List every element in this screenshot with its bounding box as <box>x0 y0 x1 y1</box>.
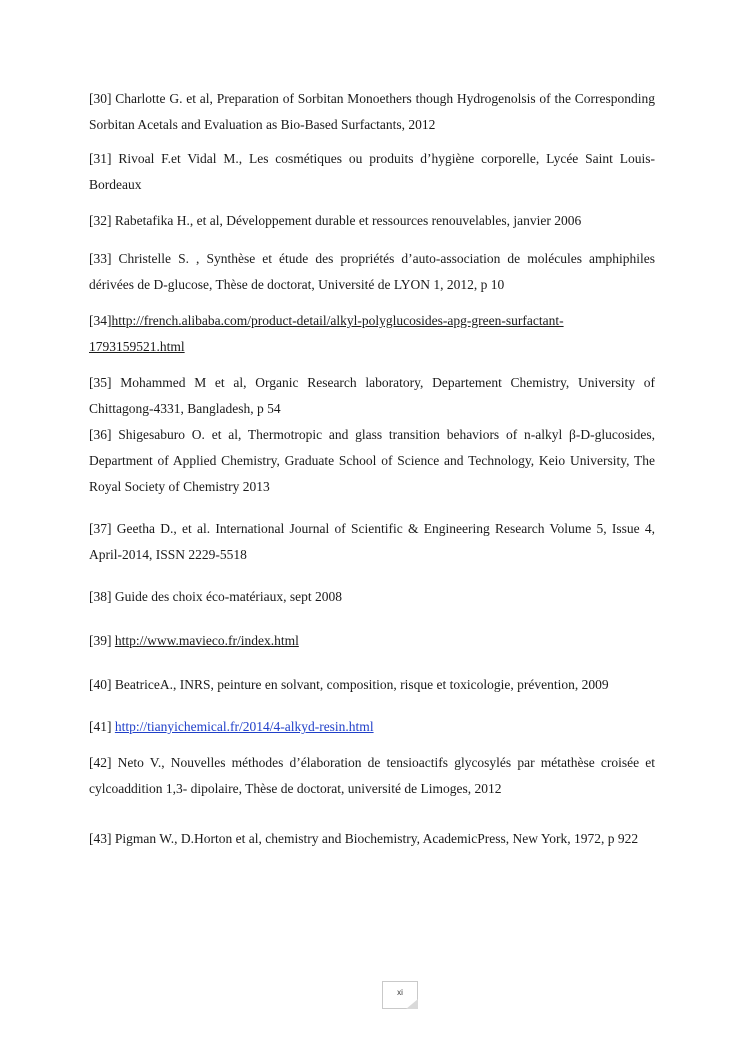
reference-41-prefix: [41] <box>89 719 115 734</box>
reference-34-prefix: [34] <box>89 313 112 328</box>
page-number: xi <box>397 988 403 997</box>
reference-41-link[interactable]: http://tianyichemical.fr/2014/4-alkyd-resin.html <box>114 719 374 734</box>
reference-43: [43] Pigman W., D.Horton et al, chemistry and Biochemistry, AcademicPress, New York, 1972, p 922 <box>89 831 639 846</box>
page-fold-corner <box>406 999 418 1009</box>
reference-39-prefix: [39] <box>89 633 115 648</box>
reference-42: [42] Neto V., Nouvelles méthodes d’élaboration de tensioactifs glycosylés par métathèse croisée et cylcoaddition 1,3- dipolaire, Thèse de doctorat, université de Limoges, 2012 <box>89 755 655 796</box>
reference-39-link[interactable]: http://www.mavieco.fr/index.html <box>114 633 299 648</box>
reference-33: [33] Christelle S. , Synthèse et étude des propriétés d’auto-association de molécules amphiphiles dérivées de D-glucose, Thèse de doctorat, Université de LYON 1, 2012, p 10 <box>89 251 655 292</box>
page-number-box <box>382 981 418 1009</box>
reference-35: [35] Mohammed M et al, Organic Research laboratory, Departement Chemistry, University of Chittagong-4331, Bangladesh, p 54 <box>89 375 655 416</box>
reference-37: [37] Geetha D., et al. International Journal of Scientific & Engineering Research Volume 5, Issue 4, April-2014, ISSN 2229-5518 <box>89 521 655 562</box>
reference-34 <box>89 308 655 360</box>
reference-32: [32] Rabetafika H., et al, Développement durable et ressources renouvelables, janvier 2006 <box>89 213 582 228</box>
reference-31: [31] Rivoal F.et Vidal M., Les cosmétiques ou produits d’hygiène corporelle, Lycée Saint Louis- Bordeaux <box>89 151 655 192</box>
reference-34-link[interactable]: http://french.alibaba.com/product-detail/alkyl-polyglucosides-apg-green-surfactant-1793159521.html <box>89 313 564 354</box>
reference-30: [30] Charlotte G. et al, Preparation of Sorbitan Monoethers though Hydrogenolsis of the Corresponding Sorbitan Acetals and Evaluation as Bio-Based Surfactants, 2012 <box>89 91 655 132</box>
reference-40: [40] BeatriceA., INRS, peinture en solvant, composition, risque et toxicologie, prévention, 2009 <box>89 677 609 692</box>
reference-36: [36] Shigesaburo O. et al, Thermotropic and glass transition behaviors of n-alkyl β-D-glucosides, Department of Applied Chemistry, Graduate School of Science and Technology, Keio University, The Royal Society of Chemistry 2013 <box>89 427 655 494</box>
reference-41 <box>89 714 655 740</box>
reference-39 <box>89 628 655 654</box>
reference-38: [38] Guide des choix éco-matériaux, sept 2008 <box>89 589 343 604</box>
reference-list <box>89 86 655 852</box>
